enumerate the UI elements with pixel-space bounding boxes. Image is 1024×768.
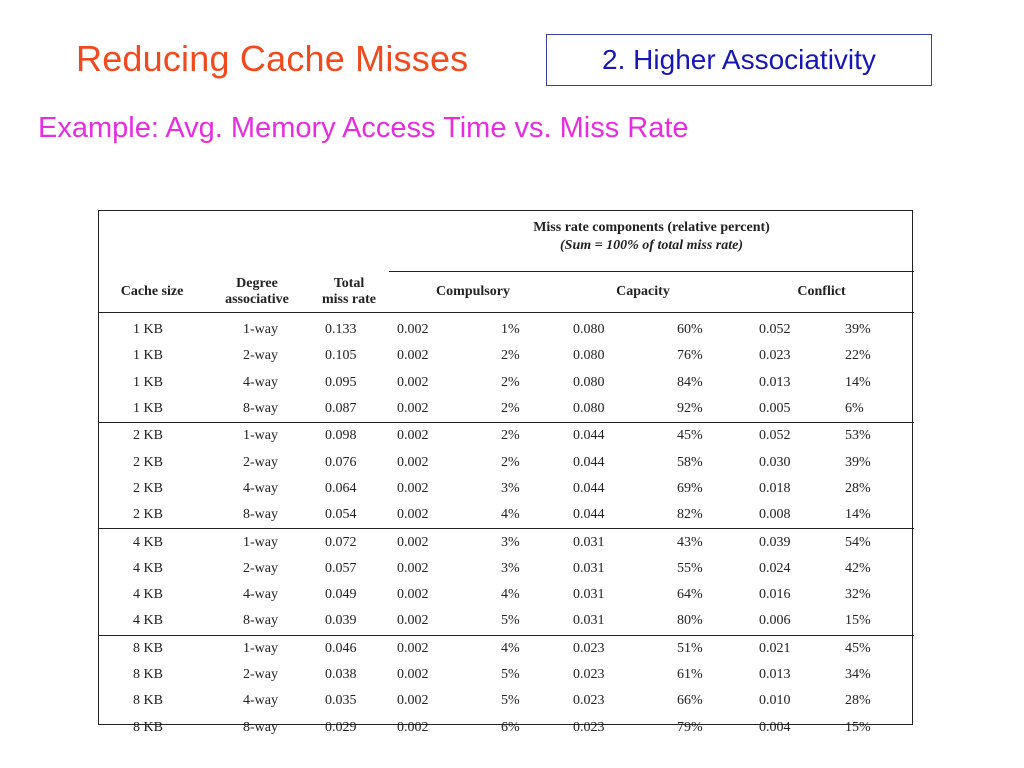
cell-compulsory-percent: 5% (501, 693, 520, 709)
cell-conflict-percent: 45% (827, 635, 914, 662)
cell-compulsory-value: 0.002 (397, 374, 429, 390)
cell-conflict-value: 0.004 (759, 719, 791, 735)
cell-capacity-value: 0.023 (557, 635, 649, 662)
cell-total-miss-rate: 0.049 (325, 587, 357, 603)
group-header-line1: Miss rate components (relative percent) (533, 220, 770, 235)
miss-rate-table (98, 210, 913, 735)
cell-conflict-value: 0.013 (759, 667, 791, 682)
cell-compulsory-percent: 2% (501, 348, 520, 364)
cell-compulsory-value: 0.002 (397, 587, 429, 603)
cell-degree: 1-way (205, 635, 309, 662)
table-row (99, 556, 914, 582)
table-row (99, 529, 914, 556)
cell-total-miss-rate: 0.076 (325, 454, 357, 470)
col-header-capacity: Capacity (557, 272, 729, 313)
cell-compulsory-percent: 2% (501, 454, 520, 470)
cell-conflict-value: 0.006 (759, 613, 791, 629)
cell-conflict-value: 0.039 (729, 529, 827, 556)
cell-cache-size: 1 KB (133, 374, 163, 390)
cell-conflict-value: 0.052 (759, 322, 791, 338)
section-tag-box (546, 34, 932, 86)
cell-cache-size: 1 KB (133, 322, 163, 338)
cell-compulsory-percent: 2% (501, 374, 520, 390)
section-tag-label: 2. Higher Associativity (602, 44, 876, 75)
cell-compulsory-percent: 2% (501, 401, 520, 417)
table-row (99, 313, 914, 344)
cell-conflict-percent: 22% (845, 348, 871, 364)
cell-conflict-percent: 53% (827, 423, 914, 450)
cell-compulsory-value: 0.002 (397, 454, 429, 470)
cell-compulsory-value: 0.002 (397, 348, 429, 364)
cell-capacity-percent: 79% (677, 719, 703, 735)
cell-capacity-value: 0.080 (573, 374, 605, 390)
cell-capacity-value: 0.023 (573, 719, 605, 735)
cell-conflict-value: 0.005 (759, 401, 791, 417)
cell-conflict-value: 0.024 (759, 560, 791, 576)
cell-capacity-percent: 61% (677, 667, 703, 682)
group-header-line2: (Sum = 100% of total miss rate) (560, 238, 743, 253)
cell-conflict-percent: 28% (845, 480, 871, 496)
cell-cache-size: 4 KB (99, 529, 205, 556)
col-header-conflict: Conflict (729, 272, 914, 313)
cell-degree: 2-way (243, 560, 278, 576)
table-row (99, 370, 914, 396)
cell-capacity-percent: 64% (677, 587, 703, 603)
cell-conflict-value: 0.030 (759, 454, 791, 470)
table-row (99, 608, 914, 635)
cell-compulsory-percent: 3% (501, 560, 520, 576)
header-blank (99, 211, 389, 272)
cell-capacity-percent: 82% (677, 507, 703, 523)
cell-conflict-percent: 6% (845, 401, 864, 417)
cell-capacity-percent: 66% (677, 693, 703, 709)
cell-total-miss-rate: 0.039 (325, 613, 357, 629)
degree-line1: Degree (236, 275, 278, 291)
cell-cache-size: 2 KB (133, 480, 163, 496)
degree-line2: associative (225, 291, 289, 307)
cell-compulsory-percent: 2% (479, 423, 557, 450)
cell-cache-size: 2 KB (133, 507, 163, 523)
cell-capacity-value: 0.031 (573, 560, 605, 576)
cell-cache-size: 4 KB (133, 587, 163, 603)
cell-degree: 4-way (243, 480, 278, 496)
cell-compulsory-percent: 4% (501, 507, 520, 523)
cell-conflict-value: 0.021 (729, 635, 827, 662)
table-row (99, 502, 914, 529)
cell-cache-size: 4 KB (133, 613, 163, 629)
cell-capacity-value: 0.023 (573, 667, 605, 682)
cell-capacity-value: 0.080 (573, 348, 605, 364)
cell-compulsory-percent: 3% (479, 529, 557, 556)
cell-conflict-percent: 39% (845, 454, 871, 470)
table-row (99, 662, 914, 688)
cell-compulsory-percent: 5% (501, 667, 520, 682)
cell-capacity-value: 0.044 (557, 423, 649, 450)
cell-capacity-percent: 43% (649, 529, 729, 556)
cell-capacity-percent: 84% (677, 374, 703, 390)
slide-title: Reducing Cache Misses (76, 38, 469, 79)
table-row (99, 449, 914, 475)
cell-capacity-value: 0.044 (573, 507, 605, 523)
cell-compulsory-percent: 4% (501, 587, 520, 603)
cell-compulsory-value: 0.002 (397, 480, 429, 496)
cell-cache-size: 1 KB (133, 401, 163, 417)
cell-compulsory-value: 0.002 (389, 635, 479, 662)
cell-conflict-percent: 14% (845, 507, 871, 523)
cell-degree: 4-way (243, 587, 278, 603)
miss-rate-components-header (389, 211, 914, 272)
cell-compulsory-value: 0.002 (389, 529, 479, 556)
cell-degree: 2-way (243, 348, 278, 364)
cell-degree: 1-way (205, 423, 309, 450)
cell-total-miss-rate: 0.057 (325, 560, 357, 576)
cell-total-miss-rate: 0.133 (325, 322, 357, 338)
cell-degree: 4-way (243, 693, 278, 709)
cell-cache-size: 2 KB (133, 454, 163, 470)
cell-cache-size: 2 KB (99, 423, 205, 450)
cell-degree: 2-way (243, 454, 278, 470)
cell-capacity-percent: 92% (677, 401, 703, 417)
cell-conflict-percent: 34% (845, 667, 871, 682)
cell-compulsory-percent: 1% (501, 322, 520, 338)
col-header-total-miss-rate (309, 272, 389, 313)
cell-total-miss-rate: 0.046 (309, 635, 389, 662)
cell-conflict-percent: 14% (845, 374, 871, 390)
table-row (99, 635, 914, 662)
cell-capacity-value: 0.031 (573, 613, 605, 629)
cell-conflict-value: 0.052 (729, 423, 827, 450)
cell-capacity-percent: 80% (677, 613, 703, 629)
col-header-cache-size: Cache size (99, 272, 205, 313)
cell-compulsory-value: 0.002 (397, 693, 429, 709)
cell-capacity-value: 0.031 (573, 587, 605, 603)
cell-conflict-value: 0.016 (759, 587, 791, 603)
cell-capacity-percent: 45% (649, 423, 729, 450)
cell-cache-size: 8 KB (133, 719, 163, 735)
cell-degree: 8-way (243, 613, 278, 629)
cell-compulsory-value: 0.002 (397, 613, 429, 629)
col-header-compulsory: Compulsory (389, 272, 557, 313)
table-row (99, 343, 914, 369)
cell-conflict-percent: 15% (845, 719, 871, 735)
cell-compulsory-value: 0.002 (397, 560, 429, 576)
cell-compulsory-percent: 6% (501, 719, 520, 735)
table-row (99, 688, 914, 714)
cell-capacity-percent: 69% (677, 480, 703, 496)
cell-conflict-value: 0.023 (759, 348, 791, 364)
cell-compulsory-value: 0.002 (397, 322, 429, 338)
cell-compulsory-value: 0.002 (389, 423, 479, 450)
cell-conflict-percent: 54% (827, 529, 914, 556)
cell-total-miss-rate: 0.072 (309, 529, 389, 556)
table-row (99, 714, 914, 740)
cell-compulsory-value: 0.002 (397, 401, 429, 417)
cell-degree: 8-way (243, 401, 278, 417)
total-line2: miss rate (321, 291, 377, 307)
cell-compulsory-percent: 4% (479, 635, 557, 662)
cell-degree: 1-way (205, 529, 309, 556)
cell-compulsory-percent: 3% (501, 480, 520, 496)
cell-capacity-value: 0.031 (557, 529, 649, 556)
cell-conflict-percent: 32% (845, 587, 871, 603)
cell-compulsory-value: 0.002 (397, 719, 429, 735)
cell-cache-size: 1 KB (133, 348, 163, 364)
cell-conflict-percent: 42% (845, 560, 871, 576)
cell-total-miss-rate: 0.054 (325, 507, 357, 523)
cell-capacity-value: 0.023 (573, 693, 605, 709)
cell-capacity-value: 0.080 (573, 401, 605, 417)
col-header-degree-associative (205, 272, 309, 313)
cell-cache-size: 4 KB (133, 560, 163, 576)
cell-conflict-percent: 15% (845, 613, 871, 629)
cell-capacity-percent: 76% (677, 348, 703, 364)
cell-total-miss-rate: 0.064 (325, 480, 357, 496)
table-body (99, 313, 914, 741)
cell-capacity-value: 0.080 (573, 322, 605, 338)
cell-capacity-value: 0.044 (573, 480, 605, 496)
cell-cache-size: 8 KB (133, 667, 163, 682)
cell-compulsory-value: 0.002 (397, 507, 429, 523)
cell-total-miss-rate: 0.087 (325, 401, 357, 417)
table-row (99, 396, 914, 423)
cell-compulsory-value: 0.002 (397, 667, 429, 682)
cell-total-miss-rate: 0.105 (325, 348, 357, 364)
cell-capacity-percent: 55% (677, 560, 703, 576)
cell-capacity-percent: 51% (649, 635, 729, 662)
cell-total-miss-rate: 0.029 (325, 719, 357, 735)
slide-subtitle: Example: Avg. Memory Access Time vs. Miss Rate (38, 112, 689, 144)
cell-cache-size: 8 KB (99, 635, 205, 662)
cell-conflict-value: 0.013 (759, 374, 791, 390)
cell-degree: 8-way (243, 719, 278, 735)
total-line1: Total (333, 275, 365, 291)
cell-degree: 1-way (243, 322, 278, 338)
miss-rate-data-table (99, 211, 914, 741)
cell-total-miss-rate: 0.035 (325, 693, 357, 709)
cell-capacity-value: 0.044 (573, 454, 605, 470)
cell-total-miss-rate: 0.095 (325, 374, 357, 390)
table-row (99, 582, 914, 608)
cell-total-miss-rate: 0.038 (325, 667, 357, 682)
cell-compulsory-percent: 5% (501, 613, 520, 629)
cell-cache-size: 8 KB (133, 693, 163, 709)
cell-degree: 4-way (243, 374, 278, 390)
cell-conflict-value: 0.008 (759, 507, 791, 523)
cell-conflict-percent: 39% (845, 322, 871, 338)
cell-capacity-percent: 60% (677, 322, 703, 338)
table-row (99, 423, 914, 450)
cell-conflict-value: 0.018 (759, 480, 791, 496)
table-row (99, 476, 914, 502)
cell-degree: 2-way (243, 667, 278, 682)
cell-conflict-value: 0.010 (759, 693, 791, 709)
cell-capacity-percent: 58% (677, 454, 703, 470)
cell-degree: 8-way (243, 507, 278, 523)
cell-total-miss-rate: 0.098 (309, 423, 389, 450)
cell-conflict-percent: 28% (845, 693, 871, 709)
